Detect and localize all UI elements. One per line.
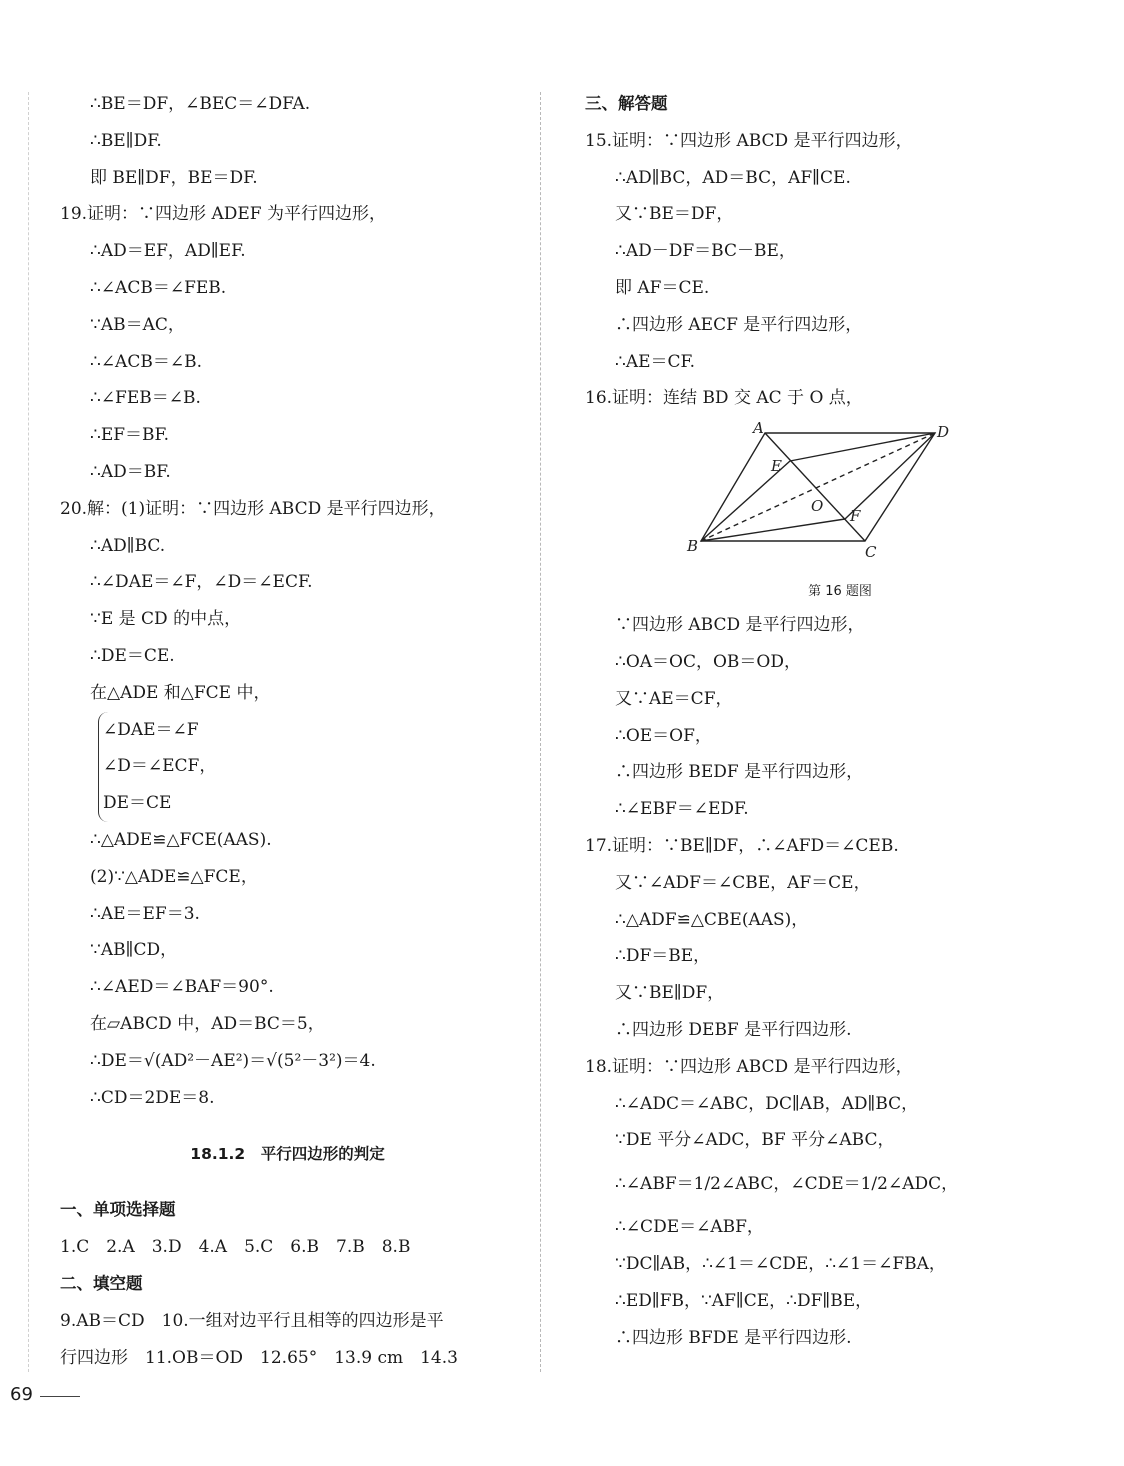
right-column: [585, 86, 1085, 1356]
answer-line: ∵E 是 CD 的中点，: [90, 609, 242, 630]
part1-answers: 1.C 2.A 3.D 4.A 5.C 6.B 7.B 8.B: [60, 1237, 411, 1258]
answer-line: ∴AD－DF＝BC－BE，: [615, 241, 796, 262]
answer-line: ∴∠ACB＝∠FEB.: [90, 277, 227, 298]
answer-line: ∴BE＝DF，∠BEC＝∠DFA.: [90, 94, 311, 114]
answer-line: 又∵∠ADF＝∠CBE，AF＝CE，: [615, 872, 871, 893]
part2-answers-line2: 行四边形 11.OB＝OD 12.65° 13.9 cm 14.3: [60, 1347, 458, 1368]
answer-line: ∴∠DAE＝∠F，∠D＝∠ECF.: [90, 572, 313, 593]
answer-line: ∵AB∥CD，: [90, 940, 178, 961]
part3-title: 三、解答题: [585, 94, 668, 113]
answer-line: ∴DE＝CE.: [90, 645, 175, 666]
problem-17-heading: 17.证明：∵BE∥DF，∴∠AFD＝∠CEB.: [585, 835, 899, 856]
answer-line: ∴∠CDE＝∠ABF，: [615, 1217, 764, 1238]
figure-16: [585, 421, 1085, 581]
answer-line: 在△ADE 和△FCE 中，: [90, 682, 271, 703]
answer-line: ∴△ADE≌△FCE(AAS).: [90, 829, 272, 850]
problem-18-heading: 18.证明：∵四边形 ABCD 是平行四边形，: [585, 1056, 913, 1077]
brace-lines: [98, 712, 515, 822]
page-number: 69: [10, 1384, 33, 1405]
answer-line: ∴ED∥FB，∵AF∥CE，∴DF∥BE，: [615, 1290, 873, 1311]
system-line: ∠DAE＝∠F: [103, 719, 199, 740]
answer-line: ∴EF＝BF.: [90, 425, 170, 446]
answer-line: ∴AD＝EF，AD∥EF.: [90, 241, 246, 262]
answer-line: ∴DF＝BE，: [615, 946, 711, 967]
label-a: A: [753, 421, 764, 438]
page-number-rule: [40, 1396, 80, 1397]
segment-ed: [790, 433, 935, 461]
answer-line: 又∵BE＝DF，: [615, 204, 734, 225]
column-divider: [540, 92, 541, 1372]
answer-line: ∴AD＝BF.: [90, 461, 171, 482]
answer-line: ∴OA＝OC，OB＝OD，: [615, 651, 801, 672]
label-b: B: [687, 537, 699, 556]
answer-line: ∴CD＝2DE＝8.: [90, 1087, 215, 1108]
label-f: F: [850, 507, 861, 526]
part1-title: 一、单项选择题: [60, 1200, 176, 1220]
answer-line: (2)∵△ADE≌△FCE，: [90, 866, 258, 887]
section-title: 18.1.2 平行四边形的判定: [190, 1145, 385, 1164]
answer-line: 即 AF＝CE.: [615, 277, 710, 298]
left-margin-rule: [28, 92, 29, 1372]
answer-line: ∴四边形 BEDF 是平行四边形，: [615, 762, 864, 783]
answer-line: 即 BE∥DF，BE＝DF.: [90, 167, 258, 188]
left-column: [60, 86, 515, 1376]
answer-line: ∴四边形 AECF 是平行四边形，: [615, 314, 863, 335]
answer-line: ∴△ADF≌△CBE(AAS)，: [615, 909, 809, 930]
problem-19-heading: 19.证明：∵四边形 ADEF 为平行四边形，: [60, 204, 386, 225]
answer-line: ∴OE＝OF，: [615, 725, 712, 746]
answer-line: ∴AE＝CF.: [615, 351, 696, 372]
answer-line: ∴四边形 DEBF 是平行四边形.: [615, 1019, 852, 1040]
label-e: E: [771, 457, 782, 476]
label-d: D: [937, 423, 950, 442]
answer-line: ∵AB＝AC，: [90, 314, 185, 335]
answer-line: ∴BE∥DF.: [90, 130, 162, 151]
answer-line-sqrt: ∴DE＝√(AD²－AE²)＝√(5²－3²)＝4.: [90, 1050, 376, 1071]
answer-line: ∵四边形 ABCD 是平行四边形，: [615, 615, 865, 636]
answer-line: ∴AE＝EF＝3.: [90, 903, 200, 924]
part2-answers-line1: 9.AB＝CD 10.一组对边平行且相等的四边形是平: [60, 1310, 444, 1331]
problem-20-heading: 20.解：(1)证明：∵四边形 ABCD 是平行四边形，: [60, 498, 446, 519]
answer-line: ∴∠ACB＝∠B.: [90, 351, 202, 372]
answer-line: ∵DE 平分∠ADC，BF 平分∠ABC，: [615, 1130, 895, 1151]
answer-line-fraction: ∴∠ABF＝1/2∠ABC，∠CDE＝1/2∠ADC，: [615, 1174, 959, 1195]
answer-line: ∴∠ADC＝∠ABC，DC∥AB，AD∥BC，: [615, 1093, 919, 1114]
answer-line: ∴∠EBF＝∠EDF.: [615, 799, 749, 820]
answer-line: 又∵BE∥DF，: [615, 983, 725, 1004]
problem-15-heading: 15.证明：∵四边形 ABCD 是平行四边形，: [585, 130, 913, 151]
parallelogram-diagram: [685, 421, 955, 571]
problem-16-heading: 16.证明：连结 BD 交 AC 于 O 点，: [585, 388, 863, 409]
answer-line: 又∵AE＝CF，: [615, 688, 733, 709]
figure-caption: 第 16 题图: [808, 584, 872, 600]
answer-line: ∴AD∥BC，AD＝BC，AF∥CE.: [615, 167, 851, 188]
answer-line: ∴∠FEB＝∠B.: [90, 388, 201, 409]
answer-line: ∴∠AED＝∠BAF＝90°.: [90, 977, 274, 998]
part2-title: 二、填空题: [60, 1273, 143, 1293]
label-c: C: [865, 543, 877, 562]
system-line: DE＝CE: [103, 793, 172, 814]
label-o: O: [811, 497, 824, 516]
answer-line: ∴AD∥BC.: [90, 535, 166, 556]
system-line: ∠D＝∠ECF，: [103, 756, 217, 777]
answer-line: 在▱ABCD 中，AD＝BC＝5，: [90, 1013, 325, 1034]
answer-line: ∵DC∥AB，∴∠1＝∠CDE，∴∠1＝∠FBA，: [615, 1253, 946, 1274]
answer-line: ∴四边形 BFDE 是平行四边形.: [615, 1327, 852, 1348]
equation-system: [60, 712, 515, 822]
